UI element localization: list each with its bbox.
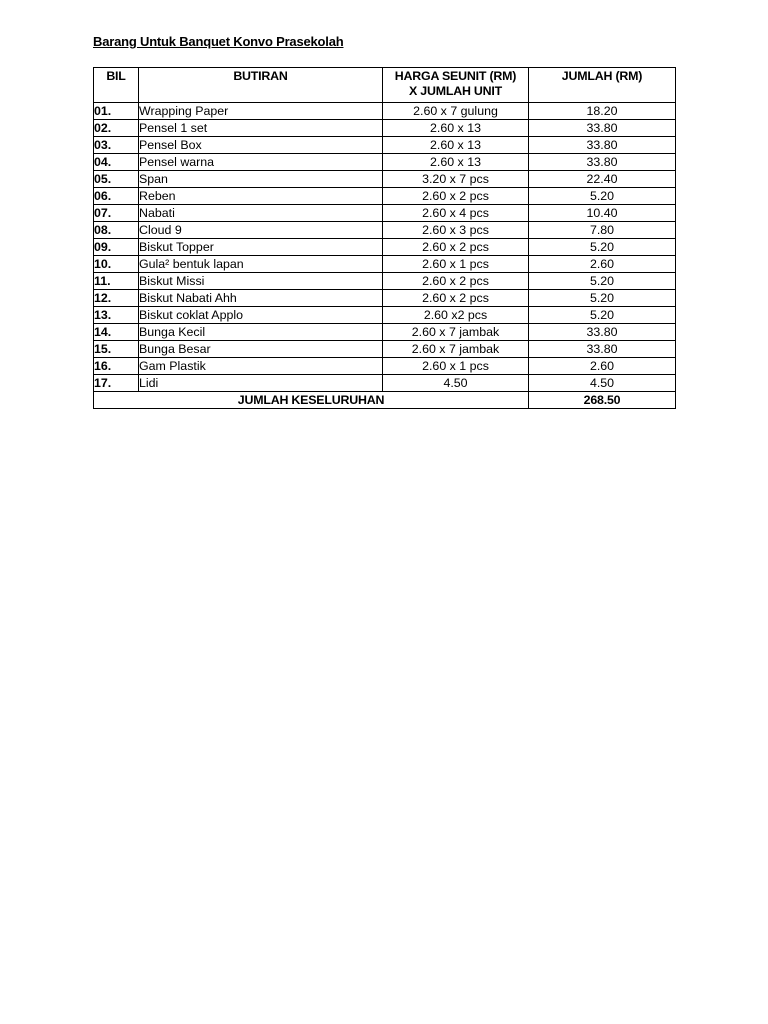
row-butiran: Span [139, 171, 383, 188]
row-harga: 2.60 x 13 [383, 120, 529, 137]
row-jumlah: 33.80 [529, 324, 676, 341]
row-butiran: Pensel Box [139, 137, 383, 154]
row-jumlah: 5.20 [529, 239, 676, 256]
row-butiran: Gam Plastik [139, 358, 383, 375]
row-bil: 13. [94, 307, 139, 324]
row-butiran: Gula² bentuk lapan [139, 256, 383, 273]
row-bil: 05. [94, 171, 139, 188]
header-harga-line2: X JUMLAH UNIT [408, 84, 503, 98]
header-harga-line1: HARGA SEUNIT (RM) [394, 69, 517, 83]
row-butiran: Biskut Nabati Ahh [139, 290, 383, 307]
row-harga: 2.60 x 2 pcs [383, 273, 529, 290]
table-row [94, 307, 676, 324]
table-row [94, 154, 676, 171]
row-bil: 04. [94, 154, 139, 171]
row-harga: 4.50 [383, 375, 529, 392]
row-butiran: Pensel 1 set [139, 120, 383, 137]
row-harga: 2.60 x 13 [383, 137, 529, 154]
row-harga: 2.60 x 3 pcs [383, 222, 529, 239]
row-harga: 2.60 x 7 gulung [383, 103, 529, 120]
table-row [94, 188, 676, 205]
row-harga: 2.60 x 2 pcs [383, 239, 529, 256]
row-jumlah: 7.80 [529, 222, 676, 239]
table-row [94, 375, 676, 392]
row-harga: 3.20 x 7 pcs [383, 171, 529, 188]
row-harga: 2.60 x 7 jambak [383, 341, 529, 358]
row-bil: 15. [94, 341, 139, 358]
table-row [94, 137, 676, 154]
total-row [94, 392, 676, 409]
table-row [94, 205, 676, 222]
row-jumlah: 33.80 [529, 137, 676, 154]
row-harga: 2.60 x 7 jambak [383, 324, 529, 341]
row-butiran: Lidi [139, 375, 383, 392]
document-title: Barang Untuk Banquet Konvo Prasekolah [93, 34, 344, 49]
row-bil: 11. [94, 273, 139, 290]
row-bil: 10. [94, 256, 139, 273]
row-bil: 14. [94, 324, 139, 341]
row-butiran: Nabati [139, 205, 383, 222]
row-jumlah: 10.40 [529, 205, 676, 222]
row-jumlah: 5.20 [529, 188, 676, 205]
table-row [94, 341, 676, 358]
total-label: JUMLAH KESELURUHAN [94, 392, 529, 409]
table-row [94, 222, 676, 239]
table-row [94, 120, 676, 137]
row-jumlah: 33.80 [529, 341, 676, 358]
row-harga: 2.60 x 13 [383, 154, 529, 171]
row-harga: 2.60 x 2 pcs [383, 290, 529, 307]
table-row [94, 324, 676, 341]
header-jumlah: JUMLAH (RM) [529, 68, 676, 103]
row-bil: 02. [94, 120, 139, 137]
table-row [94, 290, 676, 307]
table-row [94, 103, 676, 120]
header-bil: BIL [94, 68, 139, 103]
row-butiran: Biskut Missi [139, 273, 383, 290]
row-bil: 09. [94, 239, 139, 256]
row-jumlah: 4.50 [529, 375, 676, 392]
table-row [94, 171, 676, 188]
row-bil: 01. [94, 103, 139, 120]
row-bil: 17. [94, 375, 139, 392]
row-butiran: Cloud 9 [139, 222, 383, 239]
table-header-row [94, 68, 676, 103]
row-harga: 2.60 x 2 pcs [383, 188, 529, 205]
table-row [94, 239, 676, 256]
row-harga: 2.60 x 1 pcs [383, 256, 529, 273]
row-bil: 16. [94, 358, 139, 375]
row-jumlah: 22.40 [529, 171, 676, 188]
row-jumlah: 33.80 [529, 120, 676, 137]
row-bil: 06. [94, 188, 139, 205]
row-jumlah: 5.20 [529, 290, 676, 307]
table-body [94, 103, 676, 392]
row-bil: 12. [94, 290, 139, 307]
row-bil: 07. [94, 205, 139, 222]
row-jumlah: 5.20 [529, 273, 676, 290]
row-harga: 2.60 x 1 pcs [383, 358, 529, 375]
table-row [94, 358, 676, 375]
row-butiran: Reben [139, 188, 383, 205]
row-jumlah: 2.60 [529, 358, 676, 375]
row-jumlah: 2.60 [529, 256, 676, 273]
table-row [94, 273, 676, 290]
header-butiran: BUTIRAN [139, 68, 383, 103]
row-harga: 2.60 x 4 pcs [383, 205, 529, 222]
row-butiran: Wrapping Paper [139, 103, 383, 120]
row-butiran: Biskut Topper [139, 239, 383, 256]
row-butiran: Pensel warna [139, 154, 383, 171]
total-value: 268.50 [529, 392, 676, 409]
row-butiran: Biskut coklat Applo [139, 307, 383, 324]
row-butiran: Bunga Besar [139, 341, 383, 358]
row-bil: 03. [94, 137, 139, 154]
row-jumlah: 5.20 [529, 307, 676, 324]
table-row [94, 256, 676, 273]
row-jumlah: 18.20 [529, 103, 676, 120]
header-harga [383, 68, 529, 103]
items-table [93, 67, 676, 409]
row-jumlah: 33.80 [529, 154, 676, 171]
row-bil: 08. [94, 222, 139, 239]
row-harga: 2.60 x2 pcs [383, 307, 529, 324]
row-butiran: Bunga Kecil [139, 324, 383, 341]
